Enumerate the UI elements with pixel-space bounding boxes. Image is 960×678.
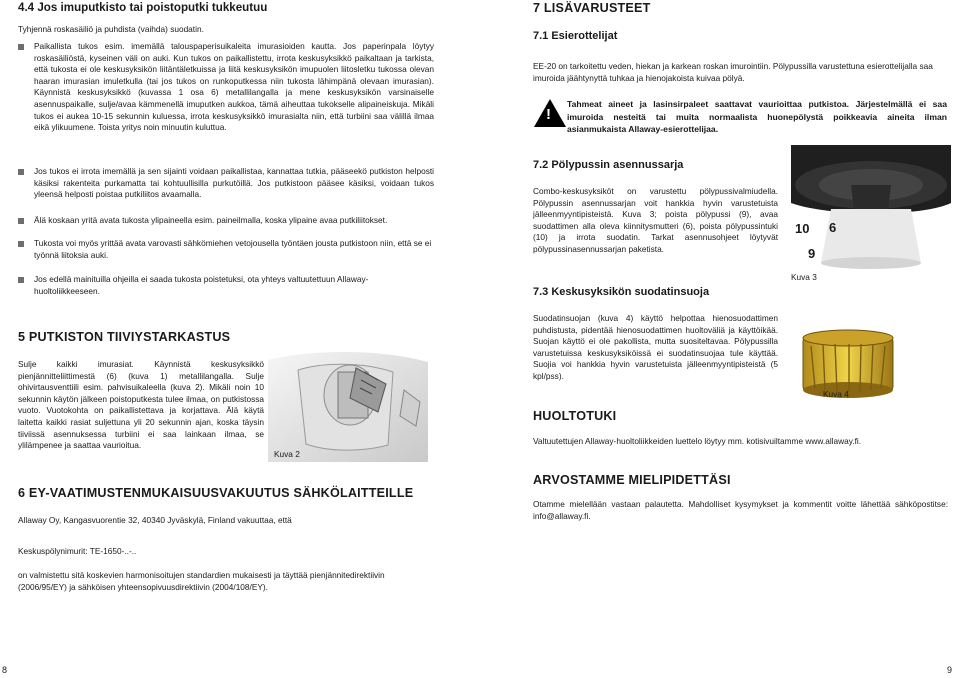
list-item (18, 166, 434, 201)
section-6-model: Keskuspölynimurit: TE-1650-..-.. (18, 546, 137, 556)
warning-mark: ! (546, 106, 551, 123)
bullet-text: Tukosta voi myös yrittää avata varovasti sähkömiehen vetojousella työntäen jousta putkistoon niin, että se ei työnnä liitoksia auki. (34, 238, 432, 260)
section-5-text: Sulje kaikki imurasiat. Käynnistä keskusyksikkö pienjännitteliittimestä (6) (kuva 1) metallilangalla. Sulje ohivirtausventtiili esim. pahvisuikaleella (kuva 2). Mikäli noin 10 sekunnin käytön jälkeen poistoputkesta tulee ilmaa, on putkistossa vuoto. Vuotokohta on paikallistettava ja korjattava. Älä käytä laitetta kaikki rasiat suljettuna yli 20 sekunnin ajan, koska täysin tiiviissä asennuksessa turbiini ei saa lainkaan ilmaa, se ylilämpenee ja saattaa vaurioitua. (18, 359, 264, 451)
section-7-1-title: 7.1 Esierottelijat (533, 30, 618, 42)
section-7-3-text: Suodatinsuojan (kuva 4) käyttö helpottaa hienosuodattimen puhdistusta, pidentää hienosuodattimen huoltoväliä ja käyttöikää. Suojan käyttö ei ole pakollista, mutta suositeltavaa. Pölypussilla varustetuissa keskusyksiköissä ei suodatinsuojaa tule käyttää. Suojia voi hankkia hyvin varustetuista jälleenmyyntipisteistä (5 kpl/pss). (533, 313, 778, 381)
section-4-4-intro: Tyhjennä roskasäiliö ja puhdista (vaihda) suodatin. (18, 24, 204, 34)
section-5-title: 5 PUTKISTON TIIVIYSTARKASTUS (18, 330, 231, 344)
feedback-text: Otamme mielellään vastaan palautetta. Mahdolliset kysymykset ja kommentit voitte lähettää sähköpostitse: info@allaway.fi. (533, 499, 948, 521)
list-item (18, 274, 434, 297)
warning-text: Tahmeat aineet ja lasinsirpaleet saattavat vaurioittaa putkistoa. Järjestelmällä ei saa imuroida nesteitä tai muita normaalista huonepölystä poikkeavia aineita ilman asianmukaista Allaway-esierottelijaa. (567, 99, 947, 135)
bullet-icon (18, 277, 24, 283)
section-4-4-title: 4.4 Jos imuputkisto tai poistoputki tukkeutuu (18, 1, 268, 14)
section-6-title: 6 EY-VAATIMUSTENMUKAISUUSVAKUUTUS SÄHKÖLAITTEILLE (18, 486, 414, 500)
page-number-left: 8 (2, 665, 8, 675)
huoltotuki-text: Valtuutettujen Allaway-huoltoliikkeiden luettelo löytyy mm. kotisivuiltamme www.allaway.fi. (533, 436, 862, 446)
figure-3-caption: Kuva 3 (791, 272, 817, 282)
section-6-text: on valmistettu sitä koskevien harmonisoitujen standardien mukaisesti ja täyttää pienjännitedirektiivin (2006/95/EY) ja sähköisen yhteensopivuusdirektiivin (2004/108/EY). (18, 570, 385, 592)
section-7-3-title: 7.3 Keskusyksikön suodatinsuoja (533, 286, 710, 298)
bullet-icon (18, 218, 24, 224)
section-7-title: 7 LISÄVARUSTEET (533, 1, 651, 15)
feedback-title: ARVOSTAMME MIELIPIDETTÄSI (533, 473, 731, 487)
list-item (18, 215, 434, 227)
list-item (18, 41, 434, 134)
huoltotuki-title: HUOLTOTUKI (533, 409, 617, 423)
bullet-icon (18, 241, 24, 247)
callout-9: 9 (808, 246, 816, 261)
section-6-address: Allaway Oy, Kangasvuorentie 32, 40340 Jyväskylä, Finland vakuuttaa, että (18, 515, 292, 525)
section-7-1-text: EE-20 on tarkoitettu veden, hiekan ja karkean roskan imurointiin. Pölypussilla varustettuna esierottelijalla saa imuroida jäähtynyttä tuhkaa ja hienojakoista kuivaa pölyä. (533, 61, 933, 83)
bullet-text: Paikallista tukos esim. imemällä talouspaperisuikaleita imurasioiden kautta. Jos paperinpala löytyy roskasäiliöstä, kyseinen väli on auki. Kun tukos on paikallistettu, irrota keskusyksikkö paikaltaan ja tarkista, että tukosta ei ole keskusyksikön liitäntäletkuissa ja liitä keskusyksikön imupuolen liitosletku tukossa olevan haaran imurasian imuletkulla (tai jos tukos on runkoputkessa niin tukosta lähimpänä olevaan imurasian). Käynnistä keskusyksikkö (kuvassa 1 osa 6) metallilangalla ja mene keskusyksikön varsinaiselle asennuspaikalle, sulje/avaa kämmenellä imuputken aukkoa, tämä aiheuttaa tukokselle alipaineiskuja. Mikäli tukos ei aukea 10-15 sekunnin kuluessa, irrota keskusyksikkö imurasialta niin, että turbiini saa välillä ilmaa eikä ylikuumene. Toista yritys noin minuutin kuluttua. (34, 41, 434, 133)
bullet-icon (18, 169, 24, 175)
figure-2-caption: Kuva 2 (274, 449, 300, 459)
callout-10: 10 (795, 221, 810, 236)
figure-4-illustration (795, 326, 903, 402)
callout-6: 6 (829, 220, 837, 235)
page-number-right: 9 (947, 665, 953, 675)
list-item (18, 238, 434, 261)
section-7-2-text: Combo-keskusyksiköt on varustettu pölypussivalmiudella. Pölypussin asennussarjan voit hankkia hyvin varustetuista jälleenmyyntipisteistä. Kuva 3; poista pölypussi (9), avaa suodattimen alla oleva kiinnitysmutteri (6), poista pölypussintuki (10) ja irrota suodatin. Tarkat asennusohjeet löytyvät pölypussinasennussarjan paketista. (533, 186, 778, 254)
section-7-2-title: 7.2 Pölypussin asennussarja (533, 159, 684, 171)
bullet-icon (18, 44, 24, 50)
bullet-text: Älä koskaan yritä avata tukosta ylipaineella esim. paineilmalla, koska ylipaine avaa putkiliitokset. (34, 215, 388, 225)
figure-2-illustration (268, 340, 428, 462)
bullet-text: Jos tukos ei irrota imemällä ja sen sijainti voidaan paikallistaa, kannattaa tutkia, pääseekö putkiston helposti käsiksi rakenteita purkamatta tai kohtuullisilla purkutöillä. Jos putkistoon pääsee käsiksi, voidaan tukos yleensä helposti poistaa putkiliitos avaamalla. (34, 166, 434, 200)
bullet-text: Jos edellä mainituilla ohjeilla ei saada tukosta poistetuksi, ota yhteys valtuutettuun Allaway-huoltoliikkeeseen. (34, 274, 369, 296)
figure-4-caption: Kuva 4 (823, 389, 849, 399)
